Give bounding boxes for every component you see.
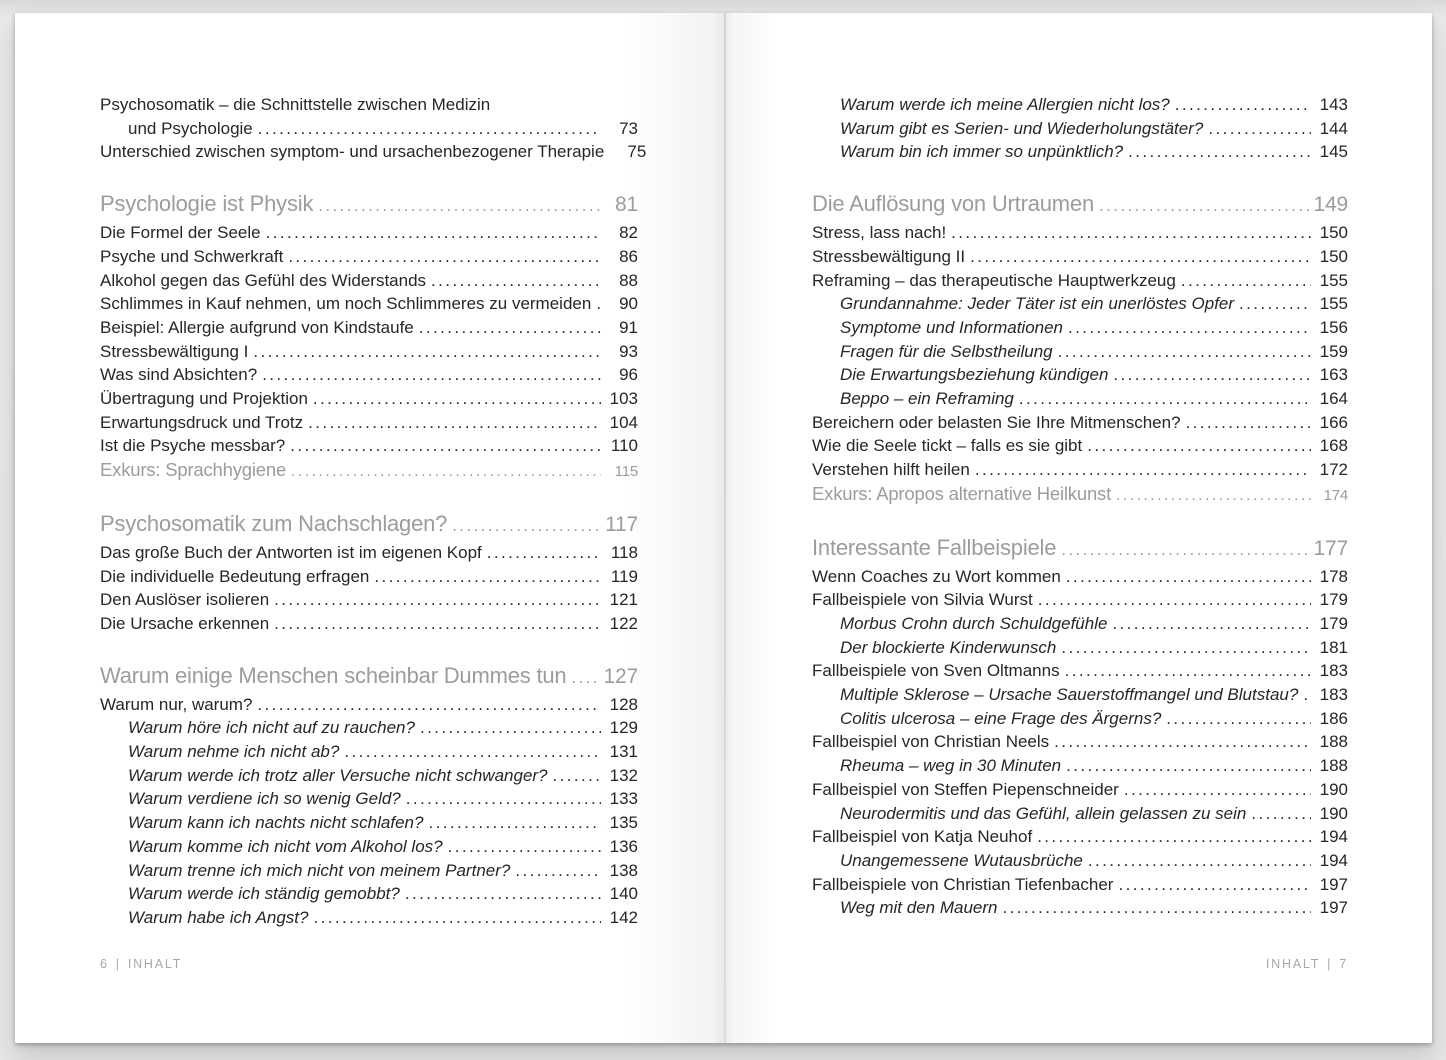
- toc-page-number: 197: [1319, 898, 1348, 918]
- toc-sub-row: [812, 363, 1348, 387]
- toc-page-number: 159: [1319, 341, 1348, 361]
- footer-label: INHALT: [127, 957, 183, 971]
- toc-title: Warum kann ich nachts nicht schlafen?: [128, 813, 424, 833]
- toc-title: Die individuelle Bedeutung erfragen: [100, 566, 370, 586]
- toc-page-number: 142: [609, 907, 638, 927]
- toc-page-number: 156: [1319, 317, 1348, 337]
- dot-leader: [1088, 849, 1311, 873]
- toc-title: Warum habe ich Angst?: [128, 907, 309, 927]
- toc-title: Bereichern oder belasten Sie Ihre Mitmenschen?: [812, 412, 1181, 432]
- toc-chapter-row: [100, 660, 638, 693]
- toc-page-number: 164: [1319, 389, 1348, 409]
- dot-leader: [1002, 896, 1311, 920]
- toc-page-number: 133: [609, 789, 638, 809]
- toc-title: Symptome und Informationen: [840, 317, 1064, 337]
- toc-title: Warum verdiene ich so wenig Geld?: [128, 789, 401, 809]
- dot-leader: [258, 117, 601, 141]
- toc-title: Wie die Seele tickt – falls es sie gibt: [812, 436, 1083, 456]
- toc-page-number: 132: [609, 765, 638, 785]
- toc-entry-row: [100, 340, 638, 364]
- toc-title: Grundannahme: Jeder Täter ist ein unerlöstes Opfer: [840, 294, 1235, 314]
- toc-page-number: 183: [1319, 661, 1348, 681]
- toc-title: Die Auflösung von Urtraumen: [812, 191, 1094, 217]
- toc-page-number: 115: [614, 463, 638, 481]
- toc-title: Erwartungsdruck und Trotz: [100, 412, 304, 432]
- toc-title: Fallbeispiele von Silvia Wurst: [812, 590, 1033, 610]
- toc-title: Fallbeispiel von Christian Neels: [812, 732, 1050, 752]
- toc-page-number: 166: [1319, 412, 1348, 432]
- toc-entry-row: [100, 541, 638, 565]
- toc-page-number: 104: [609, 412, 638, 432]
- toc-page-number: 93: [619, 341, 638, 361]
- toc-entry-row: [812, 221, 1348, 245]
- dot-leader: [1068, 316, 1311, 340]
- toc-title: Morbus Crohn durch Schuldgefühle: [840, 613, 1108, 633]
- toc-sub-row: [100, 787, 638, 811]
- dot-leader: [515, 859, 601, 883]
- toc-title: Interessante Fallbeispiele: [812, 534, 1057, 560]
- dot-leader: [1239, 292, 1311, 316]
- toc-title: Unterschied zwischen symptom- und ursachenbezogener Therapie: [100, 142, 605, 162]
- toc-page-number: 179: [1319, 613, 1348, 633]
- toc-sub-row: [812, 117, 1348, 141]
- toc-list-right: [812, 93, 1348, 920]
- page-footer-left: [100, 957, 182, 971]
- footer-page-number: 6: [100, 957, 109, 971]
- toc-title: Warum einige Menschen scheinbar Dummes tun: [100, 662, 567, 688]
- toc-sub-row: [100, 882, 638, 906]
- toc-entry-row: [812, 825, 1348, 849]
- toc-page-number: 143: [1319, 95, 1348, 114]
- toc-entry-cont-row: [100, 117, 638, 141]
- toc-sub-row: [100, 859, 638, 883]
- toc-sub-row: [812, 683, 1348, 707]
- dot-leader: [1124, 778, 1311, 802]
- toc-title: Warum werde ich trotz aller Versuche nicht schwanger?: [128, 765, 548, 785]
- footer-separator: |: [1327, 957, 1333, 971]
- toc-page-number: 194: [1319, 827, 1348, 847]
- dot-leader: [266, 221, 601, 245]
- toc-page-number: 190: [1319, 803, 1348, 823]
- toc-title: Fallbeispiel von Katja Neuhof: [812, 827, 1033, 847]
- toc-page-right: [726, 13, 1432, 1043]
- toc-title: Den Auslöser isolieren: [100, 590, 270, 610]
- toc-sub-row: [812, 93, 1348, 117]
- toc-entry-row: [812, 778, 1348, 802]
- toc-page-number: 96: [619, 365, 638, 385]
- toc-title: und Psychologie: [128, 118, 253, 138]
- toc-title: Fallbeispiele von Christian Tiefenbacher: [812, 874, 1114, 894]
- toc-entry-row: [100, 140, 647, 164]
- toc-entry-row: [812, 458, 1348, 482]
- dot-leader: [1099, 188, 1311, 221]
- toc-sub-row: [812, 340, 1348, 364]
- toc-page-number: 121: [609, 590, 638, 610]
- toc-entry-row: [100, 565, 638, 589]
- toc-title: Ist die Psyche messbar?: [100, 436, 286, 456]
- dot-leader: [1128, 140, 1311, 164]
- toc-sub-row: [100, 716, 638, 740]
- toc-title: Warum komme ich nicht vom Alkohol los?: [128, 836, 443, 856]
- toc-entry-row: [812, 730, 1348, 754]
- toc-page-number: 172: [1319, 460, 1348, 480]
- dot-leader: [1118, 873, 1311, 897]
- dot-leader: [1066, 754, 1311, 778]
- dot-leader: [975, 458, 1311, 482]
- dot-leader: [431, 269, 601, 293]
- toc-page-number: 174: [1323, 486, 1348, 504]
- toc-sub-row: [812, 849, 1348, 873]
- toc-list-left: [100, 93, 647, 930]
- toc-entry-wrap-row: [100, 93, 638, 117]
- toc-sub-row: [812, 754, 1348, 778]
- toc-title: Der blockierte Kinderwunsch: [840, 637, 1057, 657]
- toc-title: Beispiel: Allergie aufgrund von Kindstaufe: [100, 317, 414, 337]
- toc-sub-row: [812, 802, 1348, 826]
- dot-leader: [420, 716, 601, 740]
- dot-leader: [428, 811, 601, 835]
- toc-entry-row: [100, 363, 638, 387]
- toc-entry-row: [100, 292, 638, 316]
- dot-leader: [419, 316, 601, 340]
- toc-page-number: 188: [1319, 732, 1348, 752]
- toc-page-number: 149: [1313, 193, 1348, 217]
- toc-page-number: 88: [619, 270, 638, 290]
- dot-leader: [1019, 387, 1311, 411]
- toc-entry-row: [100, 245, 638, 269]
- dot-leader: [1251, 802, 1311, 826]
- toc-title: Stressbewältigung II: [812, 246, 966, 266]
- toc-page-number: 150: [1319, 223, 1348, 243]
- toc-title: Warum trenne ich mich nicht von meinem Partner?: [128, 860, 511, 880]
- dot-leader: [1186, 411, 1311, 435]
- toc-title: Warum werde ich ständig gemobbt?: [128, 884, 400, 904]
- toc-page-number: 140: [609, 884, 638, 904]
- toc-page-number: 118: [610, 542, 638, 562]
- toc-page-number: 181: [1319, 637, 1348, 657]
- toc-page-left: [15, 13, 724, 1043]
- toc-page-number: 82: [619, 223, 638, 243]
- toc-sub-row: [812, 140, 1348, 164]
- dot-leader: [951, 221, 1311, 245]
- toc-page-number: 178: [1319, 566, 1348, 586]
- toc-entry-row: [100, 316, 638, 340]
- toc-sub-row: [812, 612, 1348, 636]
- dot-leader: [406, 787, 601, 811]
- dot-leader: [313, 387, 601, 411]
- toc-exkurs-row: [100, 458, 638, 484]
- toc-title: Psyche und Schwerkraft: [100, 246, 284, 266]
- toc-chapter-row: [812, 188, 1348, 221]
- dot-leader: [1303, 683, 1311, 707]
- dot-leader: [262, 363, 601, 387]
- dot-leader: [1175, 93, 1311, 117]
- toc-page-number: 177: [1313, 536, 1348, 560]
- toc-page-number: 129: [609, 718, 638, 738]
- toc-title: Beppo – ein Reframing: [840, 389, 1014, 409]
- toc-page-number: 150: [1319, 246, 1348, 266]
- dot-leader: [1061, 636, 1311, 660]
- dot-leader: [487, 541, 601, 565]
- toc-page-number: 127: [603, 664, 638, 688]
- toc-entry-row: [812, 565, 1348, 589]
- toc-page-number: 73: [619, 118, 638, 138]
- toc-title: Warum gibt es Serien- und Wiederholungstäter?: [840, 118, 1204, 138]
- toc-entry-row: [812, 245, 1348, 269]
- toc-title: Warum werde ich meine Allergien nicht los?: [840, 95, 1170, 114]
- dot-leader: [308, 411, 601, 435]
- toc-entry-row: [100, 588, 638, 612]
- dot-leader: [1038, 588, 1311, 612]
- footer-separator: |: [115, 957, 121, 971]
- toc-page-number: 136: [609, 836, 638, 856]
- footer-page-number: 7: [1339, 957, 1348, 971]
- dot-leader: [313, 906, 601, 930]
- toc-page-number: 86: [619, 246, 638, 266]
- dot-leader: [452, 508, 601, 541]
- toc-title: Warum höre ich nicht auf zu rauchen?: [128, 718, 415, 738]
- page-footer-right: [1266, 957, 1348, 971]
- dot-leader: [1112, 612, 1311, 636]
- toc-title: Colitis ulcerosa – eine Frage des Ärgerns?: [840, 708, 1162, 728]
- toc-title: Stressbewältigung I: [100, 341, 249, 361]
- toc-page-number: 179: [1319, 590, 1348, 610]
- toc-sub-row: [812, 316, 1348, 340]
- toc-title: Warum nur, warum?: [100, 694, 253, 714]
- toc-page-number: 117: [605, 512, 638, 536]
- toc-title: Exkurs: Apropos alternative Heilkunst: [812, 482, 1112, 504]
- dot-leader: [1061, 532, 1310, 565]
- toc-page-number: 103: [609, 389, 638, 409]
- dot-leader: [571, 660, 600, 693]
- toc-chapter-row: [100, 508, 638, 541]
- toc-title: Reframing – das therapeutische Hauptwerkzeug: [812, 270, 1176, 290]
- toc-title: Die Ursache erkennen: [100, 613, 270, 633]
- toc-page-number: 145: [1319, 142, 1348, 162]
- dot-leader: [1087, 434, 1311, 458]
- toc-title: Warum bin ich immer so unpünktlich?: [840, 142, 1124, 162]
- toc-page-number: 194: [1319, 850, 1348, 870]
- toc-entry-row: [812, 269, 1348, 293]
- dot-leader: [257, 693, 601, 717]
- toc-title: Verstehen hilft heilen: [812, 460, 970, 480]
- toc-title: Exkurs: Sprachhygiene: [100, 459, 287, 481]
- toc-entry-row: [812, 411, 1348, 435]
- toc-page-number: 128: [609, 694, 638, 714]
- dot-leader: [1065, 659, 1311, 683]
- toc-page-number: 155: [1319, 294, 1348, 314]
- toc-page-number: 122: [609, 613, 638, 633]
- dot-leader: [274, 612, 601, 636]
- toc-title: Weg mit den Mauern: [840, 898, 998, 918]
- toc-page-number: 168: [1319, 436, 1348, 456]
- dot-leader: [448, 835, 601, 859]
- toc-title: Stress, lass nach!: [812, 223, 947, 243]
- dot-leader: [1208, 117, 1311, 141]
- toc-title: Multiple Sklerose – Ursache Sauerstoffmangel und Blutstau?: [840, 685, 1299, 705]
- toc-title: Fallbeispiele von Sven Oltmanns: [812, 661, 1060, 681]
- toc-exkurs-row: [812, 482, 1348, 508]
- toc-entry-row: [812, 588, 1348, 612]
- toc-entry-row: [100, 387, 638, 411]
- toc-title: Die Erwartungsbeziehung kündigen: [840, 365, 1109, 385]
- toc-title: Die Formel der Seele: [100, 223, 261, 243]
- toc-entry-row: [100, 221, 638, 245]
- toc-title: Warum nehme ich nicht ab?: [128, 742, 340, 762]
- toc-entry-row: [100, 693, 638, 717]
- toc-page-number: 90: [619, 294, 638, 314]
- toc-page-number: 91: [619, 317, 638, 337]
- toc-page-number: 119: [610, 566, 638, 586]
- toc-title: Rheuma – weg in 30 Minuten: [840, 756, 1062, 776]
- dot-leader: [1037, 825, 1311, 849]
- toc-sub-row: [100, 811, 638, 835]
- toc-page-number: 81: [615, 193, 638, 217]
- toc-entry-row: [100, 269, 638, 293]
- toc-title: Wenn Coaches zu Wort kommen: [812, 566, 1061, 586]
- dot-leader: [596, 292, 601, 316]
- toc-title: Psychosomatik zum Nachschlagen?: [100, 510, 448, 536]
- dot-leader: [1113, 363, 1311, 387]
- toc-page-number: 144: [1319, 118, 1348, 138]
- toc-sub-row: [812, 636, 1348, 660]
- dot-leader: [553, 764, 601, 788]
- toc-title: Was sind Absichten?: [100, 365, 258, 385]
- toc-title: Psychosomatik – die Schnittstelle zwischen Medizin: [100, 95, 491, 114]
- toc-sub-row: [100, 906, 638, 930]
- dot-leader: [1066, 565, 1311, 589]
- toc-title: Neurodermitis und das Gefühl, allein gelassen zu sein: [840, 803, 1247, 823]
- dot-leader: [318, 188, 601, 221]
- toc-sub-row: [100, 764, 638, 788]
- book-spread: [15, 13, 1432, 1043]
- dot-leader: [1054, 730, 1311, 754]
- dot-leader: [970, 245, 1311, 269]
- dot-leader: [253, 340, 601, 364]
- toc-entry-row: [812, 659, 1348, 683]
- toc-entry-row: [100, 434, 638, 458]
- dot-leader: [1181, 269, 1311, 293]
- toc-entry-row: [812, 434, 1348, 458]
- toc-page-number: 190: [1319, 779, 1348, 799]
- dot-leader: [288, 245, 601, 269]
- toc-title: Das große Buch der Antworten ist im eigenen Kopf: [100, 542, 482, 562]
- toc-page-number: 155: [1319, 270, 1348, 290]
- toc-page-number: 135: [609, 813, 638, 833]
- footer-label: INHALT: [1265, 957, 1321, 971]
- toc-title: Psychologie ist Physik: [100, 191, 314, 217]
- dot-leader: [374, 565, 601, 589]
- dot-leader: [274, 588, 601, 612]
- toc-sub-row: [812, 387, 1348, 411]
- toc-chapter-row: [100, 188, 638, 221]
- toc-page-number: 138: [609, 860, 638, 880]
- toc-chapter-row: [812, 532, 1348, 565]
- toc-title: Fragen für die Selbstheilung: [840, 341, 1053, 361]
- dot-leader: [1166, 707, 1311, 731]
- toc-sub-row: [100, 740, 638, 764]
- toc-page-number: 183: [1319, 685, 1348, 705]
- toc-title: Fallbeispiel von Steffen Piepenschneider: [812, 779, 1119, 799]
- toc-title: Schlimmes in Kauf nehmen, um noch Schlimmeres zu vermeiden: [100, 294, 592, 314]
- toc-entry-row: [100, 411, 638, 435]
- dot-leader: [344, 740, 601, 764]
- toc-page-number: 163: [1319, 365, 1348, 385]
- dot-leader: [1058, 340, 1311, 364]
- dot-leader: [405, 882, 601, 906]
- toc-page-number: 131: [609, 742, 638, 762]
- toc-page-number: 197: [1319, 874, 1348, 894]
- toc-page-number: 110: [610, 436, 638, 456]
- toc-sub-row: [812, 896, 1348, 920]
- toc-title: Unangemessene Wutausbrüche: [840, 850, 1083, 870]
- toc-title: Übertragung und Projektion: [100, 389, 308, 409]
- toc-page-number: 75: [627, 142, 647, 162]
- toc-entry-row: [100, 612, 638, 636]
- toc-entry-row: [812, 873, 1348, 897]
- dot-leader: [290, 434, 601, 458]
- toc-title: Alkohol gegen das Gefühl des Widerstands: [100, 270, 427, 290]
- toc-sub-row: [812, 707, 1348, 731]
- toc-sub-row: [812, 292, 1348, 316]
- toc-page-number: 186: [1319, 708, 1348, 728]
- toc-sub-row: [100, 835, 638, 859]
- toc-page-number: 188: [1319, 756, 1348, 776]
- dot-leader: [291, 458, 601, 484]
- dot-leader: [1116, 482, 1311, 508]
